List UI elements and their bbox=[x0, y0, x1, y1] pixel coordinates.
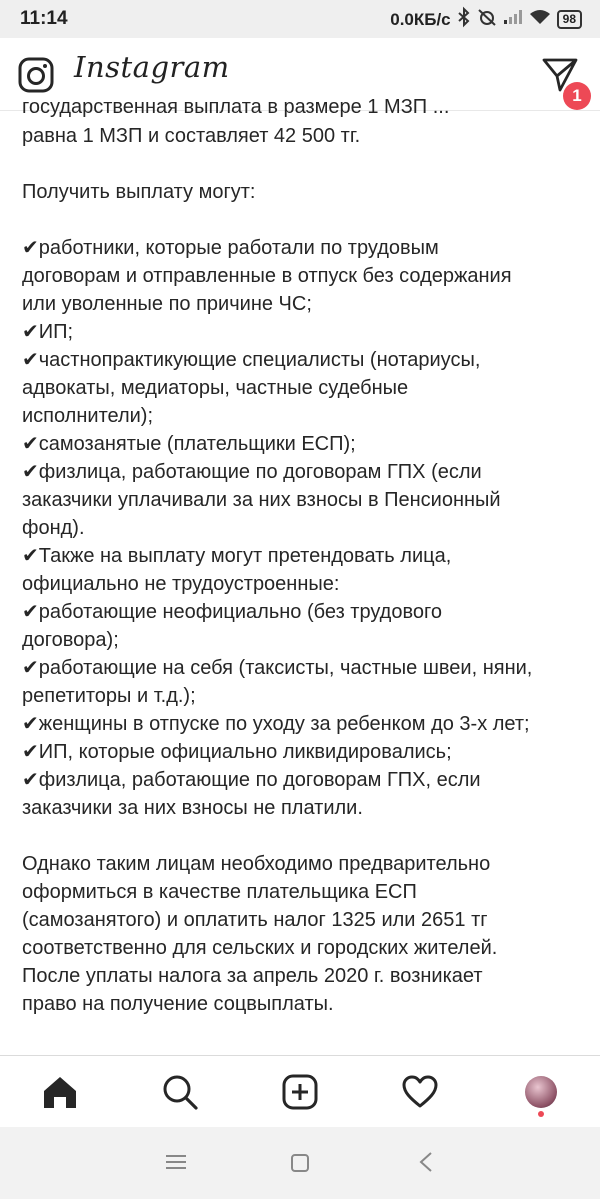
caption-cut-line: государственная выплата в размере 1 МЗП ... bbox=[22, 96, 450, 118]
activity-heart-icon[interactable] bbox=[400, 1072, 440, 1112]
system-nav-bar bbox=[0, 1127, 600, 1199]
caption-line: ✔Также на выплату могут претендовать лица, bbox=[22, 545, 452, 567]
caption-line: равна 1 МЗП и составляет 42 500 тг. bbox=[22, 125, 361, 147]
caption-line bbox=[22, 822, 582, 850]
network-speed: 0.0КБ/с bbox=[390, 9, 451, 29]
notification-badge: 1 bbox=[563, 82, 591, 110]
caption-line: Получить выплату могут: bbox=[22, 181, 256, 203]
caption-line: ✔работники, которые работали по трудовым bbox=[22, 237, 439, 259]
caption-text bbox=[22, 122, 582, 1018]
caption-line: ✔женщины в отпуске по уходу за ребенком до 3-х лет; bbox=[22, 713, 530, 735]
post-caption bbox=[0, 96, 600, 1055]
caption-line: ✔частнопрактикующие специалисты (нотариусы, bbox=[22, 349, 481, 371]
alarm-off-icon bbox=[477, 8, 497, 31]
avatar bbox=[525, 1076, 557, 1108]
back-icon[interactable] bbox=[418, 1151, 434, 1178]
caption-line: исполнители); bbox=[22, 405, 154, 427]
caption-line: заказчики уплачивали за них взносы в Пенсионный bbox=[22, 489, 501, 511]
status-bar bbox=[0, 0, 600, 38]
caption-line: фонд). bbox=[22, 517, 85, 539]
battery-icon: 98 bbox=[557, 10, 582, 29]
caption-line: ✔физлица, работающие по договорам ГПХ (если bbox=[22, 461, 482, 483]
caption-line: заказчики за них взносы не платили. bbox=[22, 797, 363, 819]
signal-icon bbox=[503, 9, 523, 30]
caption-line: оформиться в качестве плательщика ЕСП bbox=[22, 881, 417, 903]
bottom-nav bbox=[0, 1055, 600, 1128]
menu-icon[interactable] bbox=[166, 1153, 186, 1176]
caption-line: ✔ИП, которые официально ликвидировались; bbox=[22, 741, 452, 763]
caption-line: договорам и отправленные в отпуск без содержания bbox=[22, 265, 512, 287]
caption-line: ✔физлица, работающие по договорам ГПХ, если bbox=[22, 769, 481, 791]
status-icons bbox=[390, 8, 582, 31]
caption-line bbox=[22, 206, 582, 234]
home-square-icon[interactable] bbox=[290, 1153, 310, 1178]
status-time: 11:14 bbox=[20, 8, 68, 29]
caption-line: ✔работающие неофициально (без трудового bbox=[22, 601, 442, 623]
caption-line: или уволенные по причине ЧС; bbox=[22, 293, 312, 315]
profile-avatar[interactable] bbox=[521, 1072, 561, 1112]
home-icon[interactable] bbox=[40, 1072, 80, 1112]
bluetooth-icon bbox=[457, 8, 471, 31]
camera-icon[interactable] bbox=[17, 56, 55, 99]
caption-line: ✔ИП; bbox=[22, 321, 74, 343]
profile-notification-dot bbox=[538, 1111, 544, 1117]
caption-line: ✔работающие на себя (таксисты, частные швеи, няни, bbox=[22, 657, 533, 679]
caption-line: После уплаты налога за апрель 2020 г. возникает bbox=[22, 965, 483, 987]
caption-line: ✔самозанятые (плательщики ЕСП); bbox=[22, 433, 356, 455]
new-post-icon[interactable] bbox=[280, 1072, 320, 1112]
caption-line: (самозанятого) и оплатить налог 1325 или 2651 тг bbox=[22, 909, 488, 931]
caption-line: адвокаты, медиаторы, частные судебные bbox=[22, 377, 409, 399]
app-logo: Instagram bbox=[74, 50, 230, 84]
caption-line: официально не трудоустроенные: bbox=[22, 573, 340, 595]
caption-line bbox=[22, 150, 582, 178]
caption-line: договора); bbox=[22, 629, 119, 651]
caption-line: Однако таким лицам необходимо предварительно bbox=[22, 853, 491, 875]
caption-line: право на получение соцвыплаты. bbox=[22, 993, 334, 1015]
caption-line: соответственно для сельских и городских жителей. bbox=[22, 937, 498, 959]
wifi-icon bbox=[529, 9, 551, 30]
caption-line: репетиторы и т.д.); bbox=[22, 685, 196, 707]
search-icon[interactable] bbox=[160, 1072, 200, 1112]
